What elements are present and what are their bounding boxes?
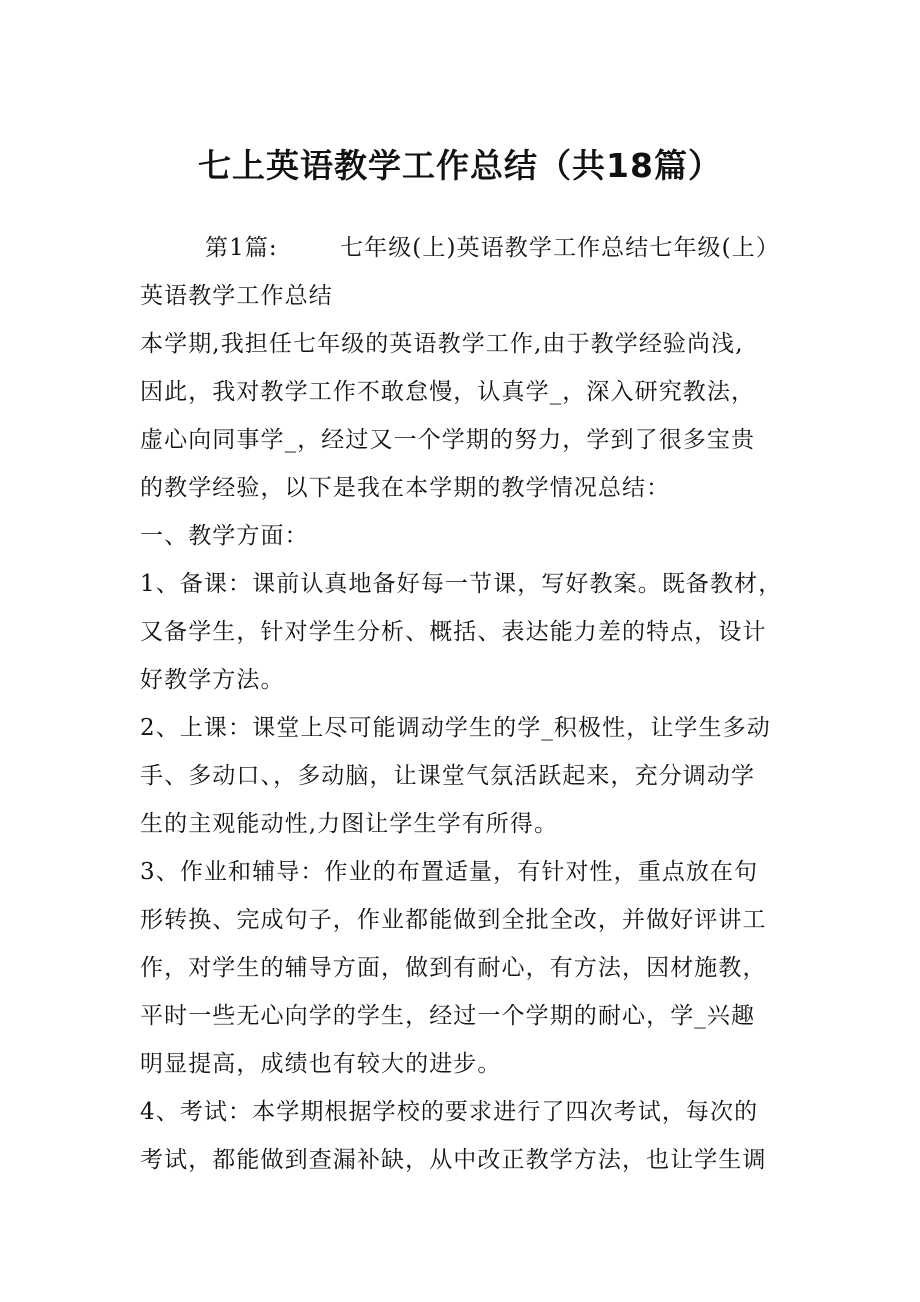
body-line: 平时一些无心向学的学生，经过一个学期的耐心，学_兴趣: [140, 1003, 756, 1029]
body-line: 形转换、完成句子，作业都能做到全批全改，并做好评讲工: [140, 907, 767, 933]
body-line: 好教学方法。: [140, 667, 285, 693]
section-heading-continuation: 英语教学工作总结: [140, 283, 333, 309]
body-line: 明显提高，成绩也有较大的进步。: [140, 1051, 502, 1077]
body-line: 考试，都能做到查漏补缺，从中改正教学方法，也让学生调: [140, 1147, 767, 1173]
body-line: 手、多动口、，多动脑，让课堂气氛活跃起来，充分调动学: [140, 763, 756, 789]
body-line: 2、上课：课堂上尽可能调动学生的学_积极性，让学生多动: [140, 715, 771, 741]
body-line: 4、考试：本学期根据学校的要求进行了四次考试，每次的: [140, 1099, 759, 1125]
section-heading-line: [140, 224, 800, 272]
body-line: 本学期,我担任七年级的英语教学工作,由于教学经验尚浅,: [140, 331, 744, 357]
body-line: 3、作业和辅导：作业的布置适量，有针对性，重点放在句: [140, 859, 759, 885]
section-heading: [140, 224, 800, 320]
body-line: 生的主观能动性,力图让学生学有所得。: [140, 811, 559, 837]
body-line: 虚心向同事学_，经过又一个学期的努力，学到了很多宝贵: [140, 427, 756, 453]
section-label: 第1篇:: [205, 235, 278, 261]
body-line: 又备学生，针对学生分析、概括、表达能力差的特点，设计: [140, 619, 767, 645]
body-line: 一、教学方面：: [140, 523, 309, 549]
document-title: 七上英语教学工作总结（共18篇）: [198, 146, 722, 185]
body-line: 1、备课：课前认真地备好每一节课，写好教案。既备教材，: [140, 571, 783, 597]
body-line: 作，对学生的辅导方面，做到有耐心，有方法，因材施教，: [140, 955, 767, 981]
body-paragraphs: [140, 320, 800, 1184]
body-line: 因此，我对教学工作不敢怠慢，认真学_，深入研究教法，: [140, 379, 756, 405]
body-line: 的教学经验，以下是我在本学期的教学情况总结：: [140, 475, 671, 501]
section-heading-text: 七年级(上)英语教学工作总结七年级(上）: [340, 235, 780, 261]
